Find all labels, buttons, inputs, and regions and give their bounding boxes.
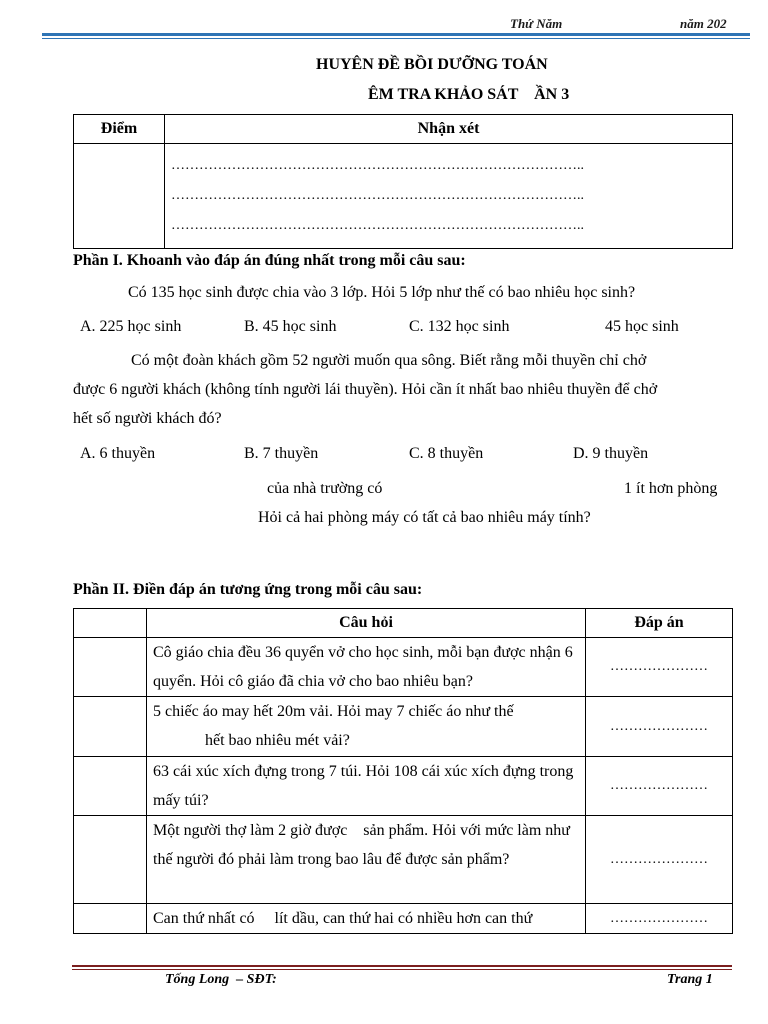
footer-divider-thin [72,969,732,970]
score-header: Điểm [74,115,165,144]
question-2-line2: hết bao nhiêu mét vải? [205,732,350,749]
answer-cell-5[interactable]: ………………… [586,904,733,934]
header-year: năm 202 [680,16,727,31]
comment-cell[interactable] [165,144,733,249]
part2-heading: Phần II. Điền đáp án tương ứng trong mỗi câu sau: [73,581,423,598]
answer-table [73,608,733,934]
q2-option-b[interactable]: B. 7 thuyền [244,445,319,462]
page-title: HUYÊN ĐỀ BỒI DƯỠNG TOÁN [316,56,548,73]
answer-cell-4[interactable]: ………………… [586,816,733,904]
q2-option-c[interactable]: C. 8 thuyền [409,445,484,462]
comment-line-1: …………………………………………………………………………….. [171,158,584,173]
q3-fragment-a: của nhà trường có [267,480,383,497]
q3-fragment-b: 1 ít hơn phòng [624,480,718,497]
score-table [73,114,733,249]
row-index-cell [74,904,147,934]
q3-line2: Hỏi cả hai phòng máy có tất cả bao nhiêu máy tính? [258,509,591,526]
answer-cell-3[interactable]: ………………… [586,757,733,816]
header-divider-thin [42,38,750,39]
q1-option-a[interactable]: A. 225 học sinh [80,318,182,335]
question-cell-2 [147,697,586,757]
row-index-cell [74,697,147,757]
row-index-cell [74,757,147,816]
answer-cell-2[interactable]: ………………… [586,697,733,757]
q1-text: Có 135 học sinh được chia vào 3 lớp. Hỏi 5 lớp như thế có bao nhiêu học sinh? [128,284,636,301]
question-2-line1: 5 chiếc áo may hết 20m vải. Hỏi may 7 chiếc áo như thế [153,703,514,720]
question-cell-1: Cô giáo chia đều 36 quyển vở cho học sinh, mỗi bạn được nhận 6 quyển. Hỏi cô giáo đã chia vở cho bao nhiêu bạn? [147,638,586,697]
q1-option-b[interactable]: B. 45 học sinh [244,318,337,335]
part1-heading: Phần I. Khoanh vào đáp án đúng nhất trong mỗi câu sau: [73,252,466,269]
q1-option-c[interactable]: C. 132 học sinh [409,318,510,335]
footer-page-number: Trang 1 [667,972,713,987]
q2-line3: hết số người khách đó? [73,410,222,427]
row-index-cell [74,638,147,697]
row-index-cell [74,816,147,904]
question-cell-5: Can thứ nhất có lít dầu, can thứ hai có nhiều hơn can thứ [147,904,586,934]
answer-cell-1[interactable]: ………………… [586,638,733,697]
comment-line-3: …………………………………………………………………………….. [171,218,584,233]
comment-header: Nhận xét [165,115,733,144]
question-header: Câu hỏi [147,609,586,638]
question-cell-3: 63 cái xúc xích đựng trong 7 túi. Hỏi 108 cái xúc xích đựng trong mấy túi? [147,757,586,816]
q2-line2: được 6 người khách (không tính người lái thuyền). Hỏi cần ít nhất bao nhiêu thuyền để chở [73,381,658,398]
footer-author: Tống Long – SĐT: [165,972,277,987]
index-header [74,609,147,638]
comment-line-2: …………………………………………………………………………….. [171,188,584,203]
answer-header: Đáp án [586,609,733,638]
header-day: Thứ Năm [510,16,563,31]
score-cell[interactable] [74,144,165,249]
q2-option-d[interactable]: D. 9 thuyền [573,445,649,462]
footer-divider [72,965,732,967]
header-divider [42,33,750,36]
page-subtitle: ÊM TRA KHẢO SÁT ẦN 3 [368,86,570,103]
question-cell-4: Một người thợ làm 2 giờ được sản phẩm. Hỏi với mức làm như thế người đó phải làm trong bao lâu để được sản phẩm? [147,816,586,904]
q2-line1: Có một đoàn khách gồm 52 người muốn qua sông. Biết rằng mỗi thuyền chỉ chở [131,352,647,369]
q2-option-a[interactable]: A. 6 thuyền [80,445,156,462]
q1-option-d[interactable]: 45 học sinh [605,318,679,335]
